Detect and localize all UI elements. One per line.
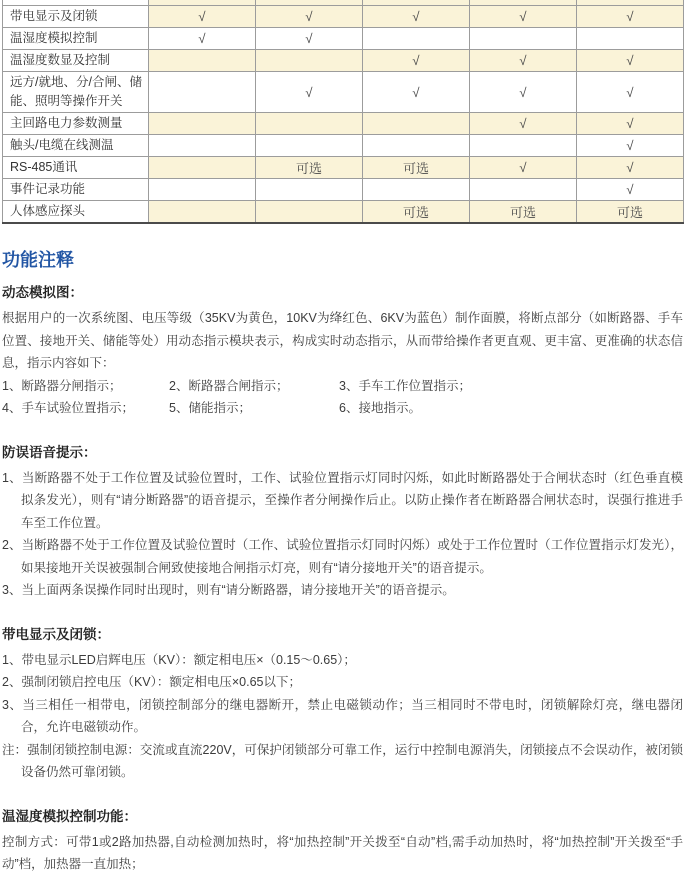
empty-cell: [363, 113, 470, 135]
check-mark: √: [577, 157, 684, 179]
check-mark: √: [470, 6, 577, 28]
empty-cell: [256, 113, 363, 135]
section-title: 带电显示及闭锁：: [2, 626, 110, 642]
check-mark: √: [363, 72, 470, 113]
section-paragraph: 控制方式：可带1或2路加热器,自动检测加热时，将“加热控制”开关拨至“自动”档,需手动加热时，将“加热控制”开关拨至“手动”档，加热器一直加热；: [2, 834, 683, 871]
check-mark: √: [363, 50, 470, 72]
numbered-item: 2、当断路器不处于工作位置及试验位置时（工作、试验位置指示灯同时闪烁）或处于工作位置时（工作位置指示灯发光），如果接地开关误被强制合闸致使接地合闸指示灯亮，则有“请分接地开关”的语音提示。: [2, 538, 683, 575]
feature-label: 触头/电缆在线测温: [3, 135, 149, 157]
check-mark: √: [577, 72, 684, 113]
list-item: 2、断路器合闸指示；: [169, 378, 289, 393]
empty-cell: [149, 179, 256, 201]
check-mark: √: [577, 113, 684, 135]
empty-cell: [470, 179, 577, 201]
feature-table-body: [3, 0, 684, 223]
numbered-item: 1、当断路器不处于工作位置及试验位置时，工作、试验位置指示灯同时闪烁，如此时断路器处于合闸状态时（红色垂直模拟条发光），则有“请分断路器”的语音提示，至操作者分闸操作后止。以防止操作者在断路器合闸状态时，误强行推进手车至工作位置。: [2, 470, 683, 530]
feature-label: 远方/就地、分/合闸、储能、照明等操作开关: [3, 72, 149, 113]
section-paragraph: 根据用户的一次系统图、电压等级（35KV为黄色，10KV为绛红色、6KV为蓝色）制作面膜，将断点部分（如断路器、手车位置、接地开关、储能等处）用动态指示模块表示，构成实时动态指示，从而带给操作者更直观、更丰富、更准确的状态信息，指示内容如下：: [2, 311, 683, 370]
numbered-item: 2、强制闭锁启控电压（KV）：额定相电压×0.65以下；: [2, 675, 302, 689]
check-mark: √: [577, 50, 684, 72]
optional-text: 可选: [470, 201, 577, 224]
section-temp-humidity-control: [2, 808, 683, 876]
list-item: 5、储能指示；: [169, 401, 251, 415]
optional-text: 可选: [363, 201, 470, 224]
numbered-item: 3、当上面两条误操作同时出现时，则有“请分断路器，请分接地开关”的语音提示。: [2, 583, 455, 597]
feature-table: [2, 0, 684, 224]
check-mark: √: [470, 113, 577, 135]
optional-text: 可选: [363, 157, 470, 179]
empty-cell: [577, 28, 684, 50]
feature-label: 主回路电力参数测量: [3, 113, 149, 135]
empty-cell: [470, 28, 577, 50]
table-row: [3, 113, 684, 135]
empty-cell: [470, 135, 577, 157]
optional-text: 可选: [256, 157, 363, 179]
table-row: [3, 157, 684, 179]
indication-list-row: [2, 397, 683, 420]
list-item: 4、手车试验位置指示；: [2, 401, 134, 415]
empty-cell: [363, 179, 470, 201]
check-mark: √: [470, 72, 577, 113]
numbered-item: 1、带电显示LED启辉电压（KV）：额定相电压×（0.15～0.65）；: [2, 652, 356, 667]
page-title: 功能注释: [2, 250, 74, 270]
empty-cell: [149, 157, 256, 179]
empty-cell: [256, 179, 363, 201]
check-mark: √: [577, 6, 684, 28]
table-row: [3, 135, 684, 157]
check-mark: √: [577, 179, 684, 201]
table-row: [3, 179, 684, 201]
check-mark: √: [470, 157, 577, 179]
function-notes: [0, 250, 686, 876]
note-item: 注：强制闭锁控制电源：交流或直流220V，可保护闭锁部分可靠工作，运行中控制电源消失，闭锁接点不会误动作，被闭锁设备仍然可靠闭锁。: [2, 742, 683, 779]
empty-cell: [256, 50, 363, 72]
table-row: [3, 28, 684, 50]
table-row: [3, 72, 684, 113]
section-title: 动态模拟图：: [2, 285, 83, 300]
empty-cell: [363, 135, 470, 157]
empty-cell: [256, 135, 363, 157]
check-mark: √: [363, 6, 470, 28]
check-mark: √: [470, 50, 577, 72]
check-mark: √: [256, 72, 363, 113]
table-row: [3, 6, 684, 28]
feature-label: 事件记录功能: [3, 179, 149, 201]
section-title: 温湿度模拟控制功能：: [2, 808, 137, 824]
numbered-item: 3、当三相任一相带电，闭锁控制部分的继电器断开，禁止电磁锁动作；当三相同时不带电时，闭锁解除灯亮，继电器闭合，允许电磁锁动作。: [2, 697, 683, 734]
table-row: [3, 50, 684, 72]
feature-label: RS-485通讯: [3, 157, 149, 179]
empty-cell: [363, 28, 470, 50]
section-title: 防误语音提示：: [2, 444, 97, 460]
check-mark: √: [577, 135, 684, 157]
empty-cell: [149, 201, 256, 224]
feature-label: 人体感应探头: [3, 201, 149, 224]
feature-label: 温湿度模拟控制: [3, 28, 149, 50]
check-mark: √: [256, 6, 363, 28]
list-item: 3、手车工作位置指示；: [339, 378, 471, 393]
empty-cell: [149, 50, 256, 72]
section-live-display-interlock: [2, 626, 683, 784]
check-mark: √: [256, 28, 363, 50]
feature-label: 带电显示及闭锁: [3, 6, 149, 28]
empty-cell: [256, 201, 363, 224]
list-item: 1、断路器分闸指示；: [2, 378, 122, 393]
table-row: [3, 201, 684, 224]
list-item: 6、接地指示。: [339, 401, 421, 415]
feature-label: 温湿度数显及控制: [3, 50, 149, 72]
empty-cell: [149, 72, 256, 113]
empty-cell: [149, 113, 256, 135]
section-voice-prompt: [2, 444, 683, 602]
empty-cell: [149, 135, 256, 157]
section-dynamic-mimic-diagram: [2, 284, 683, 420]
indication-list-row: [2, 375, 683, 398]
check-mark: √: [149, 28, 256, 50]
check-mark: √: [149, 6, 256, 28]
optional-text: 可选: [577, 201, 684, 224]
